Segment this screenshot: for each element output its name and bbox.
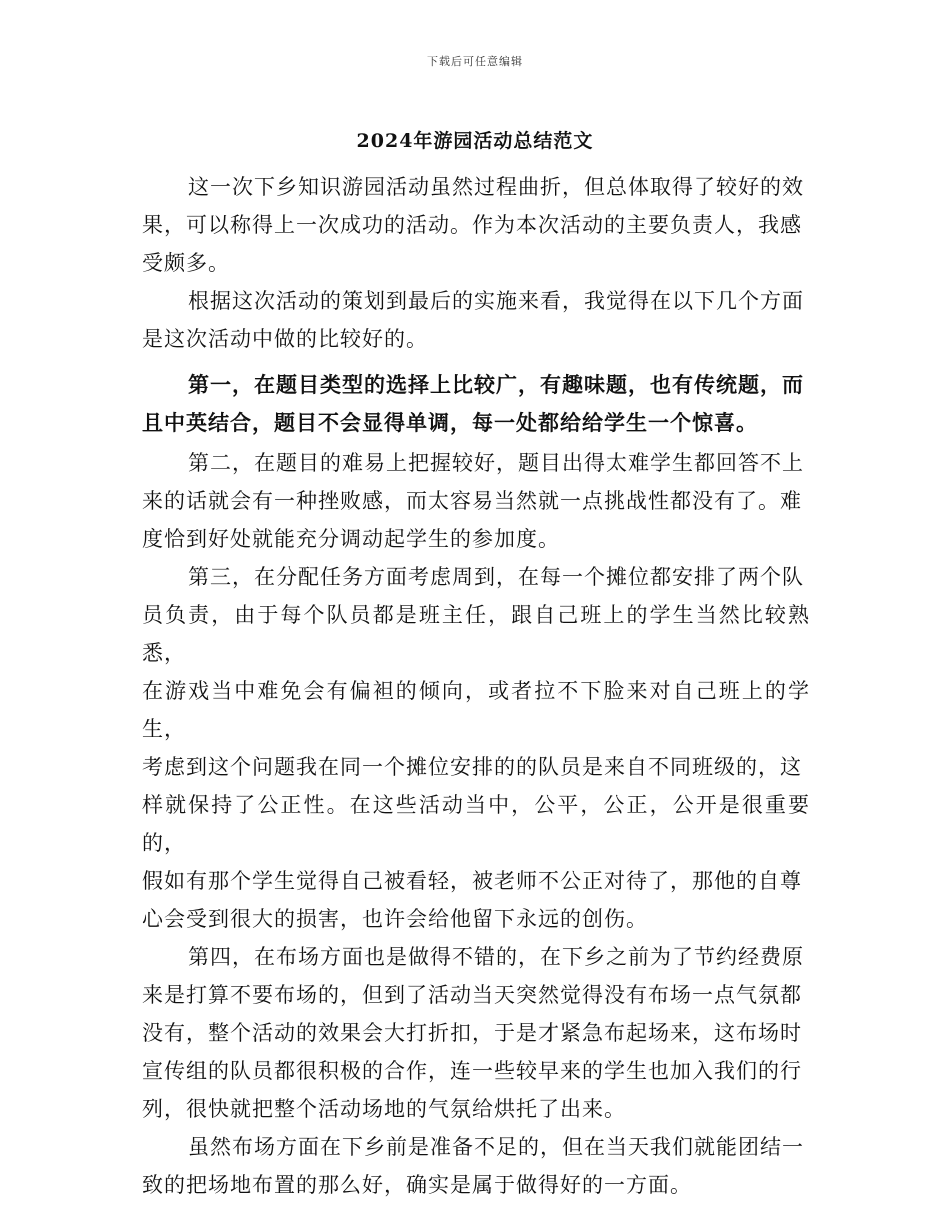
header-note: 下载后可任意编辑 [427,55,523,68]
paragraph-intro: 这一次下乡知识游园活动虽然过程曲折，但总体取得了较好的效 果，可以称得上一次成功的活动。作为本次活动的主要负责人，我感 受颇多。 [142,175,804,275]
paragraph-point-one: 第一，在题目类型的选择上比较广，有趣味题，也有传统题，而 且中英结合，题目不会显得单调，每一处都给给学生一个惊喜。 [142,372,804,435]
document-title: 2024年游园活动总结范文 [356,130,594,152]
paragraph-point-two: 第二，在题目的难易上把握较好，题目出得太难学生都回答不上 来的话就会有一种挫败感，而太容易当然就一点挑战性都没有了。难 度恰到好处就能充分调动起学生的参加度。 [142,451,804,551]
paragraph-conclusion: 虽然布场方面在下乡前是准备不足的，但在当天我们就能团结一 致的把场地布置的那么好，确实是属于做得好的一方面。 [142,1135,804,1197]
paragraph-overview: 根据这次活动的策划到最后的实施来看，我觉得在以下几个方面 是这次活动中做的比较好的。 [142,289,804,351]
paragraph-point-three: 第三，在分配任务方面考虑周到，在每一个摊位都安排了两个队 员负责，由于每个队员都是班主任，跟自己班上的学生当然比较熟悉， 在游戏当中难免会有偏袒的倾向，或者拉不下脸来对自己班上的学生， 考虑到这个问题我在同一个摊位安排的的队员是来自不同班级的，这 样就保持了公正性。在这些活动当中，公平，公正，公开是很重要的， 假如有那个学生觉得自己被看轻，被老师不公正对待了，那他的自尊 心会受到很大的损害，也许会给他留下永远的创伤。 [142,565,810,931]
paragraph-point-four: 第四，在布场方面也是做得不错的，在下乡之前为了节约经费原 来是打算不要布场的，但到了活动当天突然觉得没有布场一点气氛都 没有，整个活动的效果会大打折扣，于是才紧急布起场来，这布场时 宣传组的队员都很积极的合作，连一些较早来的学生也加入我们的行 列，很快就把整个活动场地的气氛给烘托了出来。 [142,945,804,1121]
document-body [142,168,810,1204]
